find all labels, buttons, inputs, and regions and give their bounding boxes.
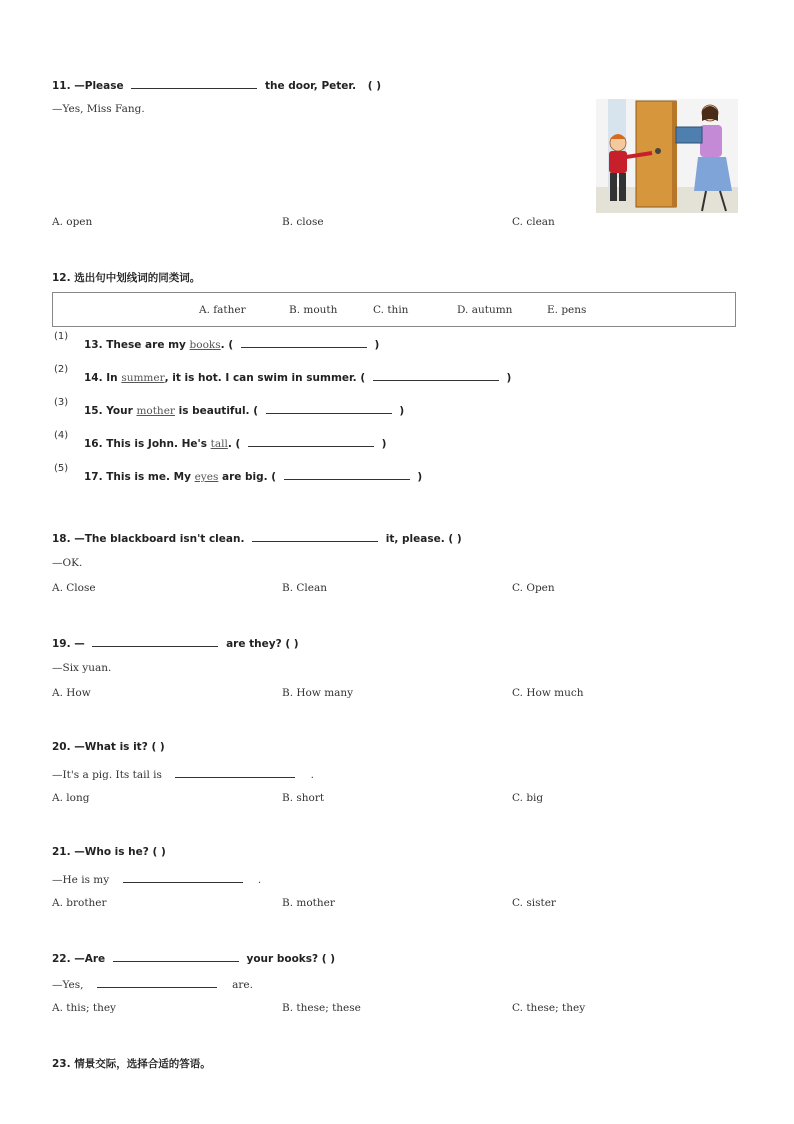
answer-blank[interactable] xyxy=(113,951,239,962)
underlined-word: books xyxy=(189,339,221,351)
option-b[interactable]: B. short xyxy=(282,792,325,804)
question-13: 13. These are my books. ( ) xyxy=(84,339,380,351)
question-21: 21. —Who is he? ( ) xyxy=(52,846,166,858)
option-c[interactable]: C. sister xyxy=(512,897,556,909)
word-bank-box xyxy=(52,292,736,327)
question-18: 18. —The blackboard isn't clean. it, please. ( ) xyxy=(52,533,462,545)
answer-blank[interactable] xyxy=(241,337,367,348)
option-a[interactable]: A. open xyxy=(52,216,93,228)
question-19: 19. — are they? ( ) xyxy=(52,638,299,650)
sub-label: (3) xyxy=(54,397,69,408)
word-bank-item: A. father xyxy=(199,304,246,316)
option-b[interactable]: B. How many xyxy=(282,687,354,699)
option-c[interactable]: C. these; they xyxy=(512,1002,586,1014)
illustration xyxy=(596,99,738,213)
underlined-word: tall xyxy=(210,438,228,450)
answer-blank[interactable] xyxy=(266,403,392,414)
word-bank-item: C. thin xyxy=(373,304,409,316)
question-20: 20. —What is it? ( ) xyxy=(52,741,165,753)
answer-blank[interactable] xyxy=(97,977,217,988)
reply-21: —He is my . xyxy=(52,874,262,886)
reply-22: —Yes, are. xyxy=(52,979,253,991)
reply-20: —It's a pig. Its tail is . xyxy=(52,769,314,781)
reply-19: —Six yuan. xyxy=(52,662,112,674)
option-a[interactable]: A. brother xyxy=(52,897,107,909)
question-16: 16. This is John. He's tall. ( ) xyxy=(84,438,387,450)
question-22: 22. —Are your books? ( ) xyxy=(52,953,336,965)
question-23-title: 23. 情景交际，选择合适的答语。 xyxy=(52,1058,211,1070)
sub-label: (1) xyxy=(54,331,69,342)
underlined-word: summer xyxy=(121,372,165,384)
option-a[interactable]: A. long xyxy=(52,792,90,804)
sub-label: (5) xyxy=(54,463,69,474)
option-a[interactable]: A. Close xyxy=(52,582,96,594)
option-b[interactable]: B. mother xyxy=(282,897,335,909)
answer-blank[interactable] xyxy=(284,469,410,480)
answer-blank[interactable] xyxy=(131,78,257,89)
answer-blank[interactable] xyxy=(92,636,218,647)
option-c[interactable]: C. big xyxy=(512,792,544,804)
underlined-word: mother xyxy=(136,405,175,417)
reply-18: —OK. xyxy=(52,557,83,569)
reply-11: —Yes, Miss Fang. xyxy=(52,103,145,115)
answer-blank[interactable] xyxy=(248,436,374,447)
option-c[interactable]: C. How much xyxy=(512,687,584,699)
answer-blank[interactable] xyxy=(252,531,378,542)
question-17: 17. This is me. My eyes are big. ( ) xyxy=(84,471,423,483)
answer-blank[interactable] xyxy=(175,767,295,778)
option-b[interactable]: B. Clean xyxy=(282,582,328,594)
option-b[interactable]: B. these; these xyxy=(282,1002,361,1014)
option-c[interactable]: C. clean xyxy=(512,216,555,228)
boy-teacher-door-icon xyxy=(596,99,738,213)
question-14: 14. In summer, it is hot. I can swim in summer. ( ) xyxy=(84,372,512,384)
option-a[interactable]: A. this; they xyxy=(52,1002,116,1014)
answer-blank[interactable] xyxy=(373,370,499,381)
question-15: 15. Your mother is beautiful. ( ) xyxy=(84,405,405,417)
question-11: 11. —Please the door, Peter. ( ) xyxy=(52,80,381,92)
option-a[interactable]: A. How xyxy=(52,687,91,699)
word-bank-item: D. autumn xyxy=(457,304,513,316)
option-c[interactable]: C. Open xyxy=(512,582,555,594)
option-b[interactable]: B. close xyxy=(282,216,324,228)
question-12-title: 12. 选出句中划线词的同类词。 xyxy=(52,272,201,284)
word-bank-item: B. mouth xyxy=(289,304,338,316)
answer-blank[interactable] xyxy=(123,872,243,883)
word-bank-item: E. pens xyxy=(547,304,587,316)
sub-label: (4) xyxy=(54,430,69,441)
underlined-word: eyes xyxy=(194,471,219,483)
sub-label: (2) xyxy=(54,364,69,375)
